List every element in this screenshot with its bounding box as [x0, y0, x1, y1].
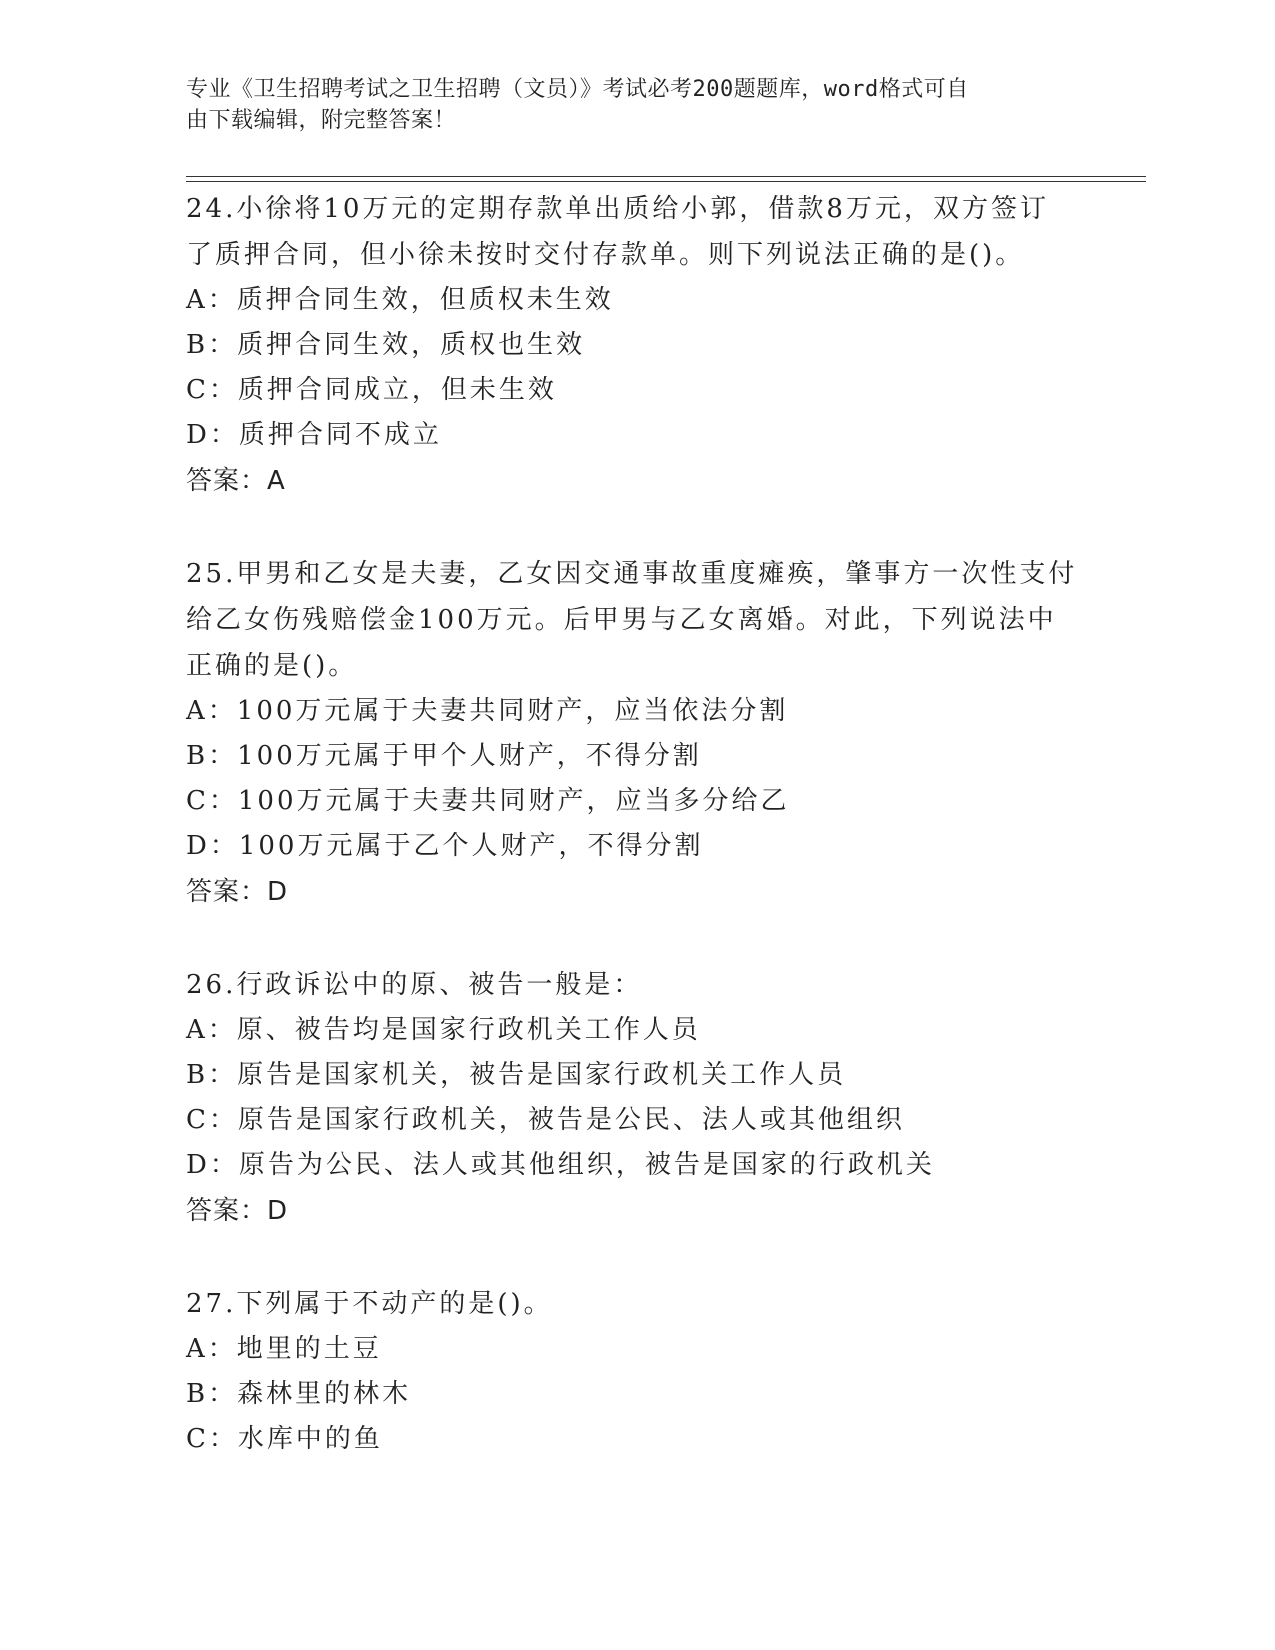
option-b: B：100万元属于甲个人财产，不得分割 — [186, 741, 702, 771]
header-line: 专业《卫生招聘考试之卫生招聘（文员）》考试必考200题题库，word格式可自 — [186, 77, 969, 102]
option-c: C：水库中的鱼 — [186, 1424, 383, 1454]
header-divider-bottom — [186, 181, 1146, 182]
question-list — [186, 186, 1086, 1462]
question-stem-line: 27.下列属于不动产的是()。 — [186, 1289, 553, 1319]
question-25 — [186, 551, 1086, 915]
question-stem-line: 给乙女伤残赔偿金100万元。后甲男与乙女离婚。对此，下列说法中 — [186, 605, 1057, 635]
question-26 — [186, 962, 1086, 1234]
option-a: A：质押合同生效，但质权未生效 — [186, 285, 614, 315]
question-stem-line: 25.甲男和乙女是夫妻，乙女因交通事故重度瘫痪，肇事方一次性支付 — [186, 559, 1078, 589]
option-b: B：森林里的林木 — [186, 1379, 412, 1409]
option-b: B：质押合同生效，质权也生效 — [186, 330, 586, 360]
question-stem-line: 24.小徐将10万元的定期存款单出质给小郭，借款8万元，双方签订 — [186, 194, 1049, 224]
option-c: C：原告是国家行政机关，被告是公民、法人或其他组织 — [186, 1105, 905, 1135]
option-d: D：100万元属于乙个人财产，不得分割 — [186, 831, 704, 861]
answer: 答案：D — [186, 877, 289, 907]
header-line: 由下载编辑，附完整答案！ — [186, 108, 457, 133]
option-a: A：100万元属于夫妻共同财产，应当依法分割 — [186, 696, 789, 726]
question-stem-line: 正确的是()。 — [186, 651, 358, 681]
answer: 答案：D — [186, 1196, 289, 1226]
question-stem-line: 26.行政诉讼中的原、被告一般是： — [186, 970, 643, 1000]
option-b: B：原告是国家机关，被告是国家行政机关工作人员 — [186, 1060, 847, 1090]
header-divider-top — [186, 176, 1146, 177]
question-24 — [186, 186, 1086, 504]
option-a: A：原、被告均是国家行政机关工作人员 — [186, 1015, 701, 1045]
question-stem-line: 了质押合同，但小徐未按时交付存款单。则下列说法正确的是()。 — [186, 240, 1025, 270]
option-a: A：地里的土豆 — [186, 1334, 382, 1364]
document-header — [186, 74, 1066, 136]
option-c: C：100万元属于夫妻共同财产，应当多分给乙 — [186, 786, 790, 816]
option-d: D：质押合同不成立 — [186, 420, 442, 450]
option-c: C：质押合同成立，但未生效 — [186, 375, 557, 405]
option-d: D：原告为公民、法人或其他组织，被告是国家的行政机关 — [186, 1150, 935, 1180]
question-27 — [186, 1281, 1086, 1462]
answer: 答案：A — [186, 466, 286, 496]
